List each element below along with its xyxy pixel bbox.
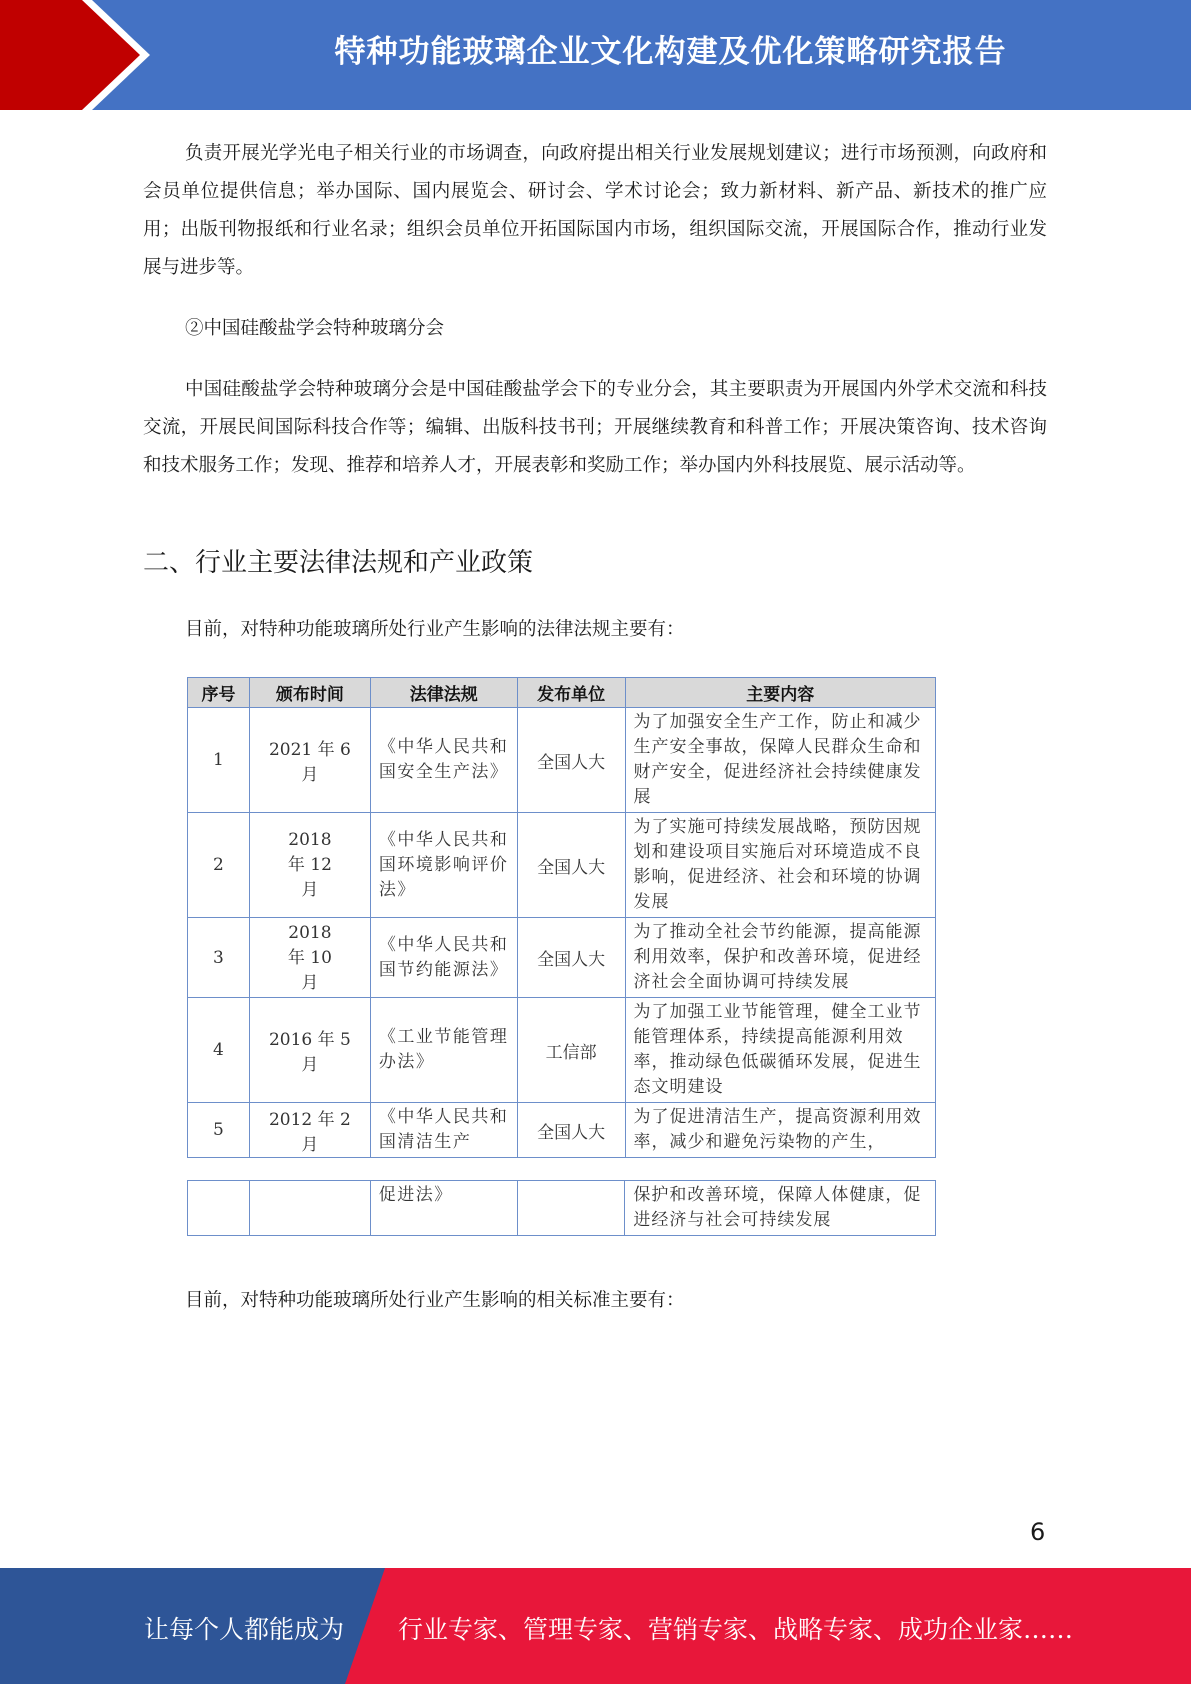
table-row bbox=[188, 998, 936, 1103]
paragraph-standards-intro: 目前，对特种功能玻璃所处行业产生影响的相关标准主要有： bbox=[185, 1290, 685, 1311]
laws-table-continuation bbox=[187, 1180, 936, 1236]
paragraph-silicate-society: 中国硅酸盐学会特种玻璃分会是中国硅酸盐学会下的专业分会，其主要职责为开展国内外学术交流和科技交流，开展民间国际科技合作等；编辑、出版科技书刊；开展继续教育和科普工作；开展决策咨询、技术咨询和技术服务工作；发现、推荐和培养人才，开展表彰和奖励工作；举办国内外科技展览、展示活动等。 bbox=[143, 379, 1047, 476]
paragraph-laws-intro: 目前，对特种功能玻璃所处行业产生影响的法律法规主要有： bbox=[185, 619, 685, 640]
table-row bbox=[188, 708, 936, 813]
cell-date: 2021 年 6 月 bbox=[249, 708, 370, 813]
cell-content: 为了加强工业节能管理，健全工业节能管理体系，持续提高能源利用效率，推动绿色低碳循环发展，促进生态文明建设 bbox=[625, 998, 935, 1103]
cell-law: 《中华人民共和国环境影响评价法》 bbox=[370, 813, 517, 918]
cell-law: 促进法》 bbox=[370, 1181, 517, 1236]
table-header-row bbox=[188, 678, 936, 708]
header-cell-date: 颁布时间 bbox=[249, 678, 370, 708]
cell-issuer bbox=[517, 1181, 625, 1236]
cell-date bbox=[249, 1181, 370, 1236]
table-row bbox=[188, 1103, 936, 1158]
cell-date: 2018 年 12 月 bbox=[249, 813, 370, 918]
header-banner bbox=[0, 0, 1191, 110]
cell-law: 《中华人民共和国安全生产法》 bbox=[370, 708, 517, 813]
cell-index: 2 bbox=[188, 813, 250, 918]
cell-law: 《中华人民共和国清洁生产 bbox=[370, 1103, 517, 1158]
cell-content: 保护和改善环境，保障人体健康，促进经济与社会可持续发展 bbox=[625, 1181, 936, 1236]
header-cell-issuer: 发布单位 bbox=[517, 678, 625, 708]
paragraph-subsection-title: ②中国硅酸盐学会特种玻璃分会 bbox=[185, 318, 445, 339]
header-cell-law: 法律法规 bbox=[370, 678, 517, 708]
cell-date: 2012 年 2 月 bbox=[249, 1103, 370, 1158]
header-cell-content: 主要内容 bbox=[625, 678, 935, 708]
cell-date: 2018 年 10 月 bbox=[249, 918, 370, 998]
cell-index: 5 bbox=[188, 1103, 250, 1158]
cell-index bbox=[188, 1181, 250, 1236]
footer-banner bbox=[0, 1568, 1191, 1684]
cell-issuer: 全国人大 bbox=[517, 813, 625, 918]
cell-issuer: 全国人大 bbox=[517, 918, 625, 998]
cell-law: 《工业节能管理办法》 bbox=[370, 998, 517, 1103]
table-row bbox=[188, 918, 936, 998]
section-heading: 二、行业主要法律法规和产业政策 bbox=[143, 548, 534, 578]
page-number: 6 bbox=[1030, 1518, 1046, 1546]
table-row bbox=[188, 1181, 936, 1236]
cell-issuer: 全国人大 bbox=[517, 708, 625, 813]
paragraph-association-duties: 负责开展光学光电子相关行业的市场调查，向政府提出相关行业发展规划建议；进行市场预测，向政府和会员单位提供信息；举办国际、国内展览会、研讨会、学术讨论会；致力新材料、新产品、新技术的推广应用；出版刊物报纸和行业名录；组织会员单位开拓国际国内市场，组织国际交流，开展国际合作，推动行业发展与进步等。 bbox=[143, 143, 1047, 278]
header-cell-index: 序号 bbox=[188, 678, 250, 708]
cell-issuer: 全国人大 bbox=[517, 1103, 625, 1158]
cell-issuer: 工信部 bbox=[517, 998, 625, 1103]
cell-content: 为了促进清洁生产，提高资源利用效率，减少和避免污染物的产生， bbox=[625, 1103, 935, 1158]
cell-date: 2016 年 5 月 bbox=[249, 998, 370, 1103]
header-arrow-icon bbox=[0, 0, 160, 110]
cell-index: 4 bbox=[188, 998, 250, 1103]
cell-content: 为了实施可持续发展战略，预防因规划和建设项目实施后对环境造成不良影响，促进经济、社会和环境的协调发展 bbox=[625, 813, 935, 918]
footer-slogan-left: 让每个人都能成为 bbox=[144, 1615, 345, 1644]
cell-index: 3 bbox=[188, 918, 250, 998]
table-row bbox=[188, 813, 936, 918]
report-title: 特种功能玻璃企业文化构建及优化策略研究报告 bbox=[334, 34, 1007, 70]
cell-index: 1 bbox=[188, 708, 250, 813]
cell-law: 《中华人民共和国节约能源法》 bbox=[370, 918, 517, 998]
cell-content: 为了加强安全生产工作，防止和减少生产安全事故，保障人民群众生命和财产安全，促进经济社会持续健康发展 bbox=[625, 708, 935, 813]
cell-content: 为了推动全社会节约能源，提高能源利用效率，保护和改善环境，促进经济社会全面协调可持续发展 bbox=[625, 918, 935, 998]
laws-table bbox=[187, 677, 936, 1158]
footer-slogan-right: 行业专家、管理专家、营销专家、战略专家、成功企业家…… bbox=[398, 1615, 1074, 1644]
